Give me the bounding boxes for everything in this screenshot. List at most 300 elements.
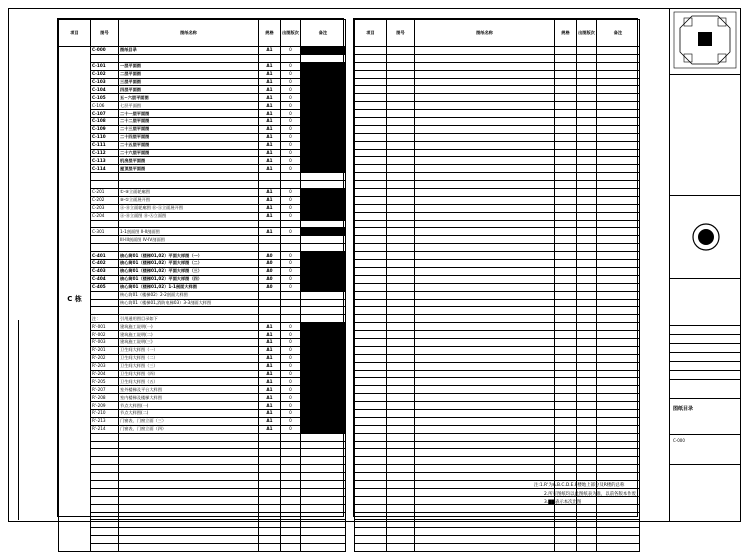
drawing-name: 卫生间大样图（五） (119, 378, 259, 386)
empty-cell (555, 338, 577, 346)
table-row (355, 307, 640, 315)
empty-cell (415, 299, 555, 307)
table-row (59, 181, 346, 189)
empty-cell (577, 536, 597, 544)
empty-cell (415, 315, 555, 323)
empty-cell (119, 480, 259, 488)
empty-cell (415, 457, 555, 465)
drawing-size: A1 (259, 417, 281, 425)
empty-cell (415, 512, 555, 520)
empty-cell (301, 441, 346, 449)
issue-mark (301, 315, 346, 323)
table-row (355, 449, 640, 457)
table-row (355, 252, 640, 260)
empty-cell (281, 504, 301, 512)
empty-cell (577, 409, 597, 417)
empty-cell (281, 473, 301, 481)
empty-cell (577, 118, 597, 126)
table-row (355, 141, 640, 149)
issue-mark (301, 94, 346, 102)
empty-cell (577, 149, 597, 157)
drawing-size (259, 307, 281, 315)
drawing-name: 四层平面图 (119, 86, 259, 94)
table-row (355, 370, 640, 378)
empty-cell (597, 54, 640, 62)
empty-cell (387, 275, 415, 283)
empty-cell (415, 362, 555, 370)
empty-cell (301, 433, 346, 441)
drawing-version: 0 (281, 386, 301, 394)
issue-mark (301, 244, 346, 252)
drawing-version: 0 (281, 275, 301, 283)
drawing-version: 0 (281, 94, 301, 102)
empty-cell (355, 433, 387, 441)
drawing-size: A1 (259, 78, 281, 86)
drawing-number: C-403 (91, 267, 119, 275)
drawing-number: C-112 (91, 149, 119, 157)
empty-cell (387, 70, 415, 78)
empty-cell (355, 346, 387, 354)
table-row (59, 212, 346, 220)
issue-mark (301, 252, 346, 260)
drawing-name: 节点大样图(二) (119, 409, 259, 417)
empty-cell (281, 441, 301, 449)
empty-cell (387, 504, 415, 512)
empty-cell (577, 165, 597, 173)
drawing-size: A1 (259, 118, 281, 126)
drawing-number (91, 220, 119, 228)
empty-cell (355, 536, 387, 544)
empty-cell (415, 275, 555, 283)
table-row (355, 149, 640, 157)
drawing-number: C-102 (91, 70, 119, 78)
empty-cell (259, 457, 281, 465)
empty-cell (355, 275, 387, 283)
empty-cell (387, 133, 415, 141)
empty-cell (555, 244, 577, 252)
drawing-number: R'-205 (91, 378, 119, 386)
table-row (59, 133, 346, 141)
drawing-number: R'-209 (91, 402, 119, 410)
empty-cell (597, 346, 640, 354)
empty-cell (577, 433, 597, 441)
empty-cell (355, 149, 387, 157)
table-row (59, 354, 346, 362)
empty-cell (597, 62, 640, 70)
drawing-number-block (670, 435, 741, 465)
empty-cell (597, 133, 640, 141)
table-row (59, 54, 346, 62)
issue-mark (301, 157, 346, 165)
empty-cell (355, 291, 387, 299)
empty-cell (355, 47, 387, 55)
empty-cell (355, 417, 387, 425)
empty-cell (577, 457, 597, 465)
empty-cell (555, 378, 577, 386)
empty-cell (91, 496, 119, 504)
empty-cell (577, 267, 597, 275)
empty-cell (91, 512, 119, 520)
drawing-name: 核心筒01（楼梯01,02）1-1剖面大样图 (119, 283, 259, 291)
empty-cell (281, 496, 301, 504)
issue-mark (301, 220, 346, 228)
note-line: 注:1.R'为A.B.C.D.E.F楼地上部分及R楼的总称 (534, 483, 625, 488)
empty-cell (555, 125, 577, 133)
table-row (59, 331, 346, 339)
empty-cell (415, 291, 555, 299)
drawing-version (281, 307, 301, 315)
empty-cell (355, 78, 387, 86)
empty-cell (597, 520, 640, 528)
empty-cell (387, 488, 415, 496)
empty-cell (355, 338, 387, 346)
empty-cell (555, 528, 577, 536)
empty-cell (577, 212, 597, 220)
empty-cell (387, 402, 415, 410)
empty-cell (387, 378, 415, 386)
empty-cell (597, 78, 640, 86)
table-row (355, 338, 640, 346)
empty-cell (577, 94, 597, 102)
sheet-title: 图纸目录 (673, 406, 694, 412)
empty-cell (387, 141, 415, 149)
empty-cell (301, 528, 346, 536)
table-row (355, 544, 640, 552)
empty-cell (387, 149, 415, 157)
empty-cell (119, 544, 259, 552)
empty-cell (597, 70, 640, 78)
empty-cell (577, 417, 597, 425)
drawing-number: C-109 (91, 125, 119, 133)
drawing-name: 机房层平面图 (119, 157, 259, 165)
table-row (355, 291, 640, 299)
empty-cell (387, 157, 415, 165)
drawing-index-table-continued (354, 19, 640, 552)
empty-cell (415, 417, 555, 425)
drawing-name: III-III剖面图 IV-IV剖面图 (119, 236, 259, 244)
table-row (59, 196, 346, 204)
empty-cell (415, 165, 555, 173)
empty-cell (387, 544, 415, 552)
table-row (59, 315, 346, 323)
table-row (59, 47, 346, 55)
table-row (355, 473, 640, 481)
drawing-version: 0 (281, 362, 301, 370)
empty-cell (301, 449, 346, 457)
table-row (355, 441, 640, 449)
issue-mark (301, 228, 346, 236)
empty-cell (119, 433, 259, 441)
table-row (59, 70, 346, 78)
empty-cell (597, 536, 640, 544)
empty-cell (415, 118, 555, 126)
empty-cell (415, 402, 555, 410)
empty-cell (281, 457, 301, 465)
empty-cell (555, 47, 577, 55)
empty-cell (597, 283, 640, 291)
empty-cell (415, 102, 555, 110)
empty-cell (597, 512, 640, 520)
empty-cell (259, 480, 281, 488)
empty-cell (415, 433, 555, 441)
empty-cell (597, 228, 640, 236)
empty-cell (597, 149, 640, 157)
empty-cell (597, 457, 640, 465)
table-row (59, 283, 346, 291)
table-row (59, 110, 346, 118)
empty-cell (387, 528, 415, 536)
drawing-size: A1 (259, 409, 281, 417)
drawing-number (91, 307, 119, 315)
empty-cell (355, 299, 387, 307)
table-row (59, 473, 346, 481)
table-row (355, 228, 640, 236)
drawing-name (119, 220, 259, 228)
empty-cell (597, 173, 640, 181)
empty-cell (577, 544, 597, 552)
empty-cell (415, 212, 555, 220)
empty-cell (355, 118, 387, 126)
drawing-version: 0 (281, 165, 301, 173)
empty-cell (355, 157, 387, 165)
empty-cell (597, 299, 640, 307)
empty-cell (415, 236, 555, 244)
empty-cell (91, 488, 119, 496)
empty-cell (597, 118, 640, 126)
empty-cell (91, 520, 119, 528)
empty-cell (577, 362, 597, 370)
empty-cell (597, 236, 640, 244)
empty-cell (259, 465, 281, 473)
empty-cell (555, 394, 577, 402)
issue-mark (301, 291, 346, 299)
col-no-header: 图号 (387, 20, 415, 47)
empty-cell (577, 157, 597, 165)
table-row (59, 173, 346, 181)
drawing-version (281, 236, 301, 244)
top-ruler (8, 0, 741, 8)
drawing-size: A1 (259, 47, 281, 55)
table-row (355, 102, 640, 110)
empty-cell (355, 323, 387, 331)
drawing-version: 0 (281, 260, 301, 268)
table-row (59, 536, 346, 544)
empty-cell (415, 47, 555, 55)
drawing-number (91, 299, 119, 307)
empty-cell (597, 102, 640, 110)
drawing-number: C-201 (91, 189, 119, 197)
left-index-sheet (57, 18, 344, 517)
table-row (355, 220, 640, 228)
empty-cell (355, 70, 387, 78)
empty-cell (555, 441, 577, 449)
empty-cell (355, 102, 387, 110)
empty-cell (555, 110, 577, 118)
empty-cell (597, 220, 640, 228)
drawing-version (281, 244, 301, 252)
empty-cell (91, 480, 119, 488)
issue-mark (301, 417, 346, 425)
empty-cell (387, 473, 415, 481)
empty-cell (415, 110, 555, 118)
table-row (59, 488, 346, 496)
col-version-header: 出图版次 (281, 20, 301, 47)
empty-cell (415, 394, 555, 402)
empty-cell (597, 441, 640, 449)
empty-cell (91, 536, 119, 544)
empty-cell (259, 433, 281, 441)
empty-cell (555, 260, 577, 268)
empty-cell (577, 260, 597, 268)
empty-cell (281, 520, 301, 528)
empty-cell (355, 141, 387, 149)
drawing-size: A0 (259, 260, 281, 268)
drawing-number: R'-003 (91, 338, 119, 346)
drawing-name (119, 181, 259, 189)
drawing-name: 七层平面图 (119, 102, 259, 110)
empty-cell (577, 110, 597, 118)
empty-cell (415, 386, 555, 394)
issue-mark (301, 425, 346, 433)
drawing-version: 0 (281, 338, 301, 346)
empty-cell (387, 386, 415, 394)
empty-cell (387, 354, 415, 362)
empty-cell (597, 212, 640, 220)
empty-cell (577, 181, 597, 189)
empty-cell (555, 536, 577, 544)
empty-cell (355, 236, 387, 244)
empty-cell (577, 78, 597, 86)
empty-cell (355, 244, 387, 252)
empty-cell (355, 212, 387, 220)
drawing-name: 节点大样图(一) (119, 402, 259, 410)
drawing-name: 卫生间大样图（二） (119, 354, 259, 362)
empty-cell (387, 283, 415, 291)
empty-cell (415, 181, 555, 189)
empty-cell (577, 86, 597, 94)
note-line: 3.▇▇表示本次出图 (544, 500, 582, 505)
drawing-name: 二十二层平面图 (119, 118, 259, 126)
empty-cell (577, 189, 597, 197)
empty-cell (597, 307, 640, 315)
drawing-version: 0 (281, 370, 301, 378)
notes (534, 482, 636, 508)
table-row (59, 378, 346, 386)
drawing-size: A0 (259, 283, 281, 291)
empty-cell (355, 86, 387, 94)
drawing-version: 0 (281, 252, 301, 260)
empty-cell (387, 102, 415, 110)
table-row (59, 252, 346, 260)
empty-cell (355, 94, 387, 102)
table-row (355, 54, 640, 62)
table-row (59, 512, 346, 520)
empty-cell (355, 283, 387, 291)
empty-cell (387, 204, 415, 212)
issue-mark (301, 362, 346, 370)
empty-cell (555, 70, 577, 78)
drawing-version: 0 (281, 70, 301, 78)
empty-cell (597, 331, 640, 339)
empty-cell (555, 370, 577, 378)
table-row (59, 449, 346, 457)
drawing-number: C-101 (91, 62, 119, 70)
table-row (355, 110, 640, 118)
empty-cell (387, 236, 415, 244)
drawing-name: 建筑施工说明(三) (119, 338, 259, 346)
empty-cell (301, 544, 346, 552)
drawing-size: A1 (259, 149, 281, 157)
empty-cell (555, 228, 577, 236)
empty-cell (415, 441, 555, 449)
drawing-size: A1 (259, 425, 281, 433)
empty-cell (415, 54, 555, 62)
drawing-number (91, 173, 119, 181)
col-size-header: 规格 (259, 20, 281, 47)
drawing-name: 建筑施工说明(一) (119, 323, 259, 331)
empty-cell (577, 54, 597, 62)
empty-cell (577, 441, 597, 449)
empty-cell (577, 465, 597, 473)
empty-cell (301, 473, 346, 481)
empty-cell (577, 173, 597, 181)
empty-cell (387, 433, 415, 441)
drawing-name: Ⓐ-Ⓗ立面图 Ⓗ-Ⓐ立面图 (119, 212, 259, 220)
issue-mark (301, 323, 346, 331)
empty-cell (577, 299, 597, 307)
drawing-version: 0 (281, 204, 301, 212)
empty-cell (259, 544, 281, 552)
institute-seal-icon (691, 222, 721, 252)
empty-cell (355, 520, 387, 528)
empty-cell (555, 315, 577, 323)
drawing-name (119, 244, 259, 252)
drawing-size: A1 (259, 94, 281, 102)
empty-cell (577, 449, 597, 457)
empty-cell (577, 102, 597, 110)
drawing-size (259, 244, 281, 252)
empty-cell (597, 425, 640, 433)
drawing-version: 0 (281, 189, 301, 197)
issue-mark (301, 346, 346, 354)
empty-cell (281, 488, 301, 496)
empty-cell (259, 449, 281, 457)
empty-cell (387, 212, 415, 220)
drawing-version: 0 (281, 118, 301, 126)
table-row (355, 354, 640, 362)
empty-cell (597, 409, 640, 417)
drawing-version: 0 (281, 378, 301, 386)
issue-mark (301, 386, 346, 394)
empty-cell (355, 354, 387, 362)
drawing-version: 0 (281, 354, 301, 362)
drawing-number: R'-204 (91, 370, 119, 378)
empty-cell (259, 473, 281, 481)
empty-cell (281, 449, 301, 457)
empty-cell (555, 283, 577, 291)
drawing-version: 0 (281, 425, 301, 433)
col-item-header: 项目 (59, 20, 91, 47)
empty-cell (119, 512, 259, 520)
drawing-number: R'-207 (91, 386, 119, 394)
drawing-name: 卫生间大样图（四） (119, 370, 259, 378)
drawing-version: 0 (281, 157, 301, 165)
empty-cell (415, 220, 555, 228)
empty-cell (387, 181, 415, 189)
drawing-number: R'-203 (91, 362, 119, 370)
empty-cell (415, 252, 555, 260)
empty-cell (415, 307, 555, 315)
